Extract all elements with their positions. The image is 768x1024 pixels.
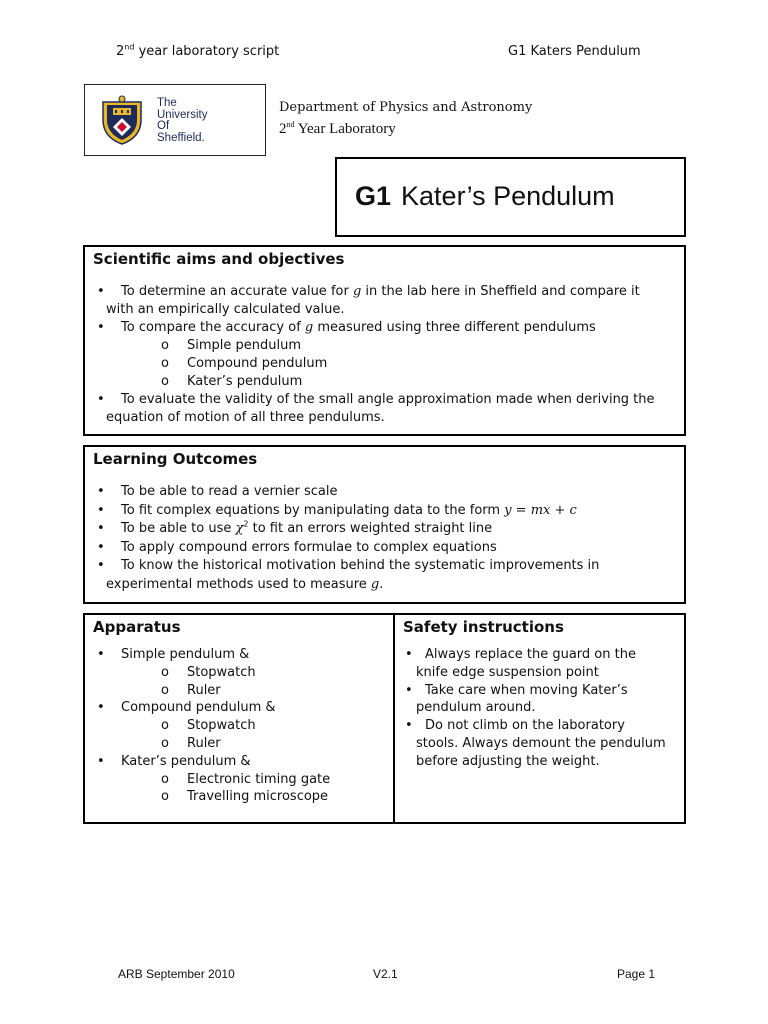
year-suffix: nd [286, 120, 295, 129]
apparatus-list [85, 646, 393, 806]
list-item: • Kater’s pendulum & [85, 753, 393, 771]
header-script-label: year laboratory script [134, 44, 280, 59]
sub-list-item: o Simple pendulum [85, 337, 684, 355]
university-wordmark [157, 98, 207, 144]
running-header-left [116, 44, 279, 59]
outcomes-list [85, 483, 684, 595]
header-ordinal-suffix: nd [124, 42, 135, 52]
list-item: • To be able to read a vernier scale [85, 483, 684, 502]
list-item: • To evaluate the validity of the small angle approximation made when deriving the [85, 391, 684, 409]
experiment-title [355, 181, 615, 212]
footer-page-number: Page 1 [617, 967, 656, 981]
list-item-continuation: experimental methods used to measure g. [106, 576, 384, 592]
running-header-right: G1 Katers Pendulum [508, 44, 641, 59]
apparatus-heading: Apparatus [93, 618, 181, 636]
chi-symbol: χ [235, 521, 244, 537]
department-name: Department of Physics and Astronomy [279, 100, 533, 115]
sub-list-item: o Ruler [85, 735, 393, 753]
aims-list [85, 283, 684, 427]
list-item-continuation: before adjusting the weight. [416, 753, 600, 769]
list-item: • Compound pendulum & [85, 699, 393, 717]
list-item: • Take care when moving Kater’s [395, 682, 684, 700]
safety-list [395, 646, 684, 771]
apparatus-safety-table [83, 613, 686, 824]
aims-section [83, 245, 686, 436]
wordmark-line: Of [157, 120, 170, 132]
list-item: • To determine an accurate value for g in the lab here in Sheffield and compare it [85, 283, 684, 301]
list-item: • Always replace the guard on the [395, 646, 684, 664]
sub-list-item: o Travelling microscope [85, 788, 393, 806]
list-item-continuation: pendulum around. [416, 700, 536, 716]
learning-outcomes-heading: Learning Outcomes [93, 450, 258, 468]
wordmark-line: University [157, 108, 208, 121]
university-crest-icon [97, 94, 147, 146]
list-item: • To know the historical motivation behind the systematic improvements in [85, 557, 684, 576]
sub-list-item: o Stopwatch [85, 717, 393, 735]
learning-outcomes-section [83, 445, 686, 604]
university-logo [84, 84, 266, 156]
list-item: • To be able to use $\chi^2$ to fit an errors weighted straight line [85, 520, 684, 539]
list-item-continuation: knife edge suspension point [416, 664, 599, 680]
list-item: • To apply compound errors formulae to complex equations [85, 539, 684, 558]
aims-heading: Scientific aims and objectives [93, 250, 345, 268]
sub-list-item: o Compound pendulum [85, 355, 684, 373]
sub-list-item: o Electronic timing gate [85, 771, 393, 789]
sub-list-item: o Ruler [85, 682, 393, 700]
list-item: • To fit complex equations by manipulating data to the form y = mx + c [85, 502, 684, 521]
year-laboratory [279, 121, 396, 138]
list-item-continuation: equation of motion of all three pendulums. [106, 410, 385, 425]
apparatus-column [85, 615, 393, 822]
safety-column [395, 615, 684, 822]
list-item: • Simple pendulum & [85, 646, 393, 664]
sub-list-item: o Kater’s pendulum [85, 373, 684, 391]
footer-version: V2.1 [373, 967, 398, 981]
list-item: • Do not climb on the laboratory [395, 717, 684, 735]
list-item: • To compare the accuracy of g measured using three different pendulums [85, 319, 684, 337]
wordmark-line: Sheffield. [157, 131, 205, 144]
experiment-code: G1 [355, 181, 392, 211]
linear-equation: y = mx + c [504, 502, 577, 518]
list-item-continuation: stools. Always demount the pendulum [416, 735, 666, 751]
list-item-continuation: with an empirically calculated value. [106, 302, 345, 317]
sub-list-item: o Stopwatch [85, 664, 393, 682]
year-label: Year Laboratory [294, 121, 396, 137]
footer-author-date: ARB September 2010 [118, 967, 235, 981]
year-number: 2 [279, 121, 287, 137]
safety-heading: Safety instructions [403, 618, 564, 636]
experiment-title-box [335, 157, 686, 237]
experiment-name: Kater’s Pendulum [401, 181, 615, 211]
header-ordinal-number: 2 [116, 44, 125, 59]
wordmark-line: The [157, 97, 177, 109]
